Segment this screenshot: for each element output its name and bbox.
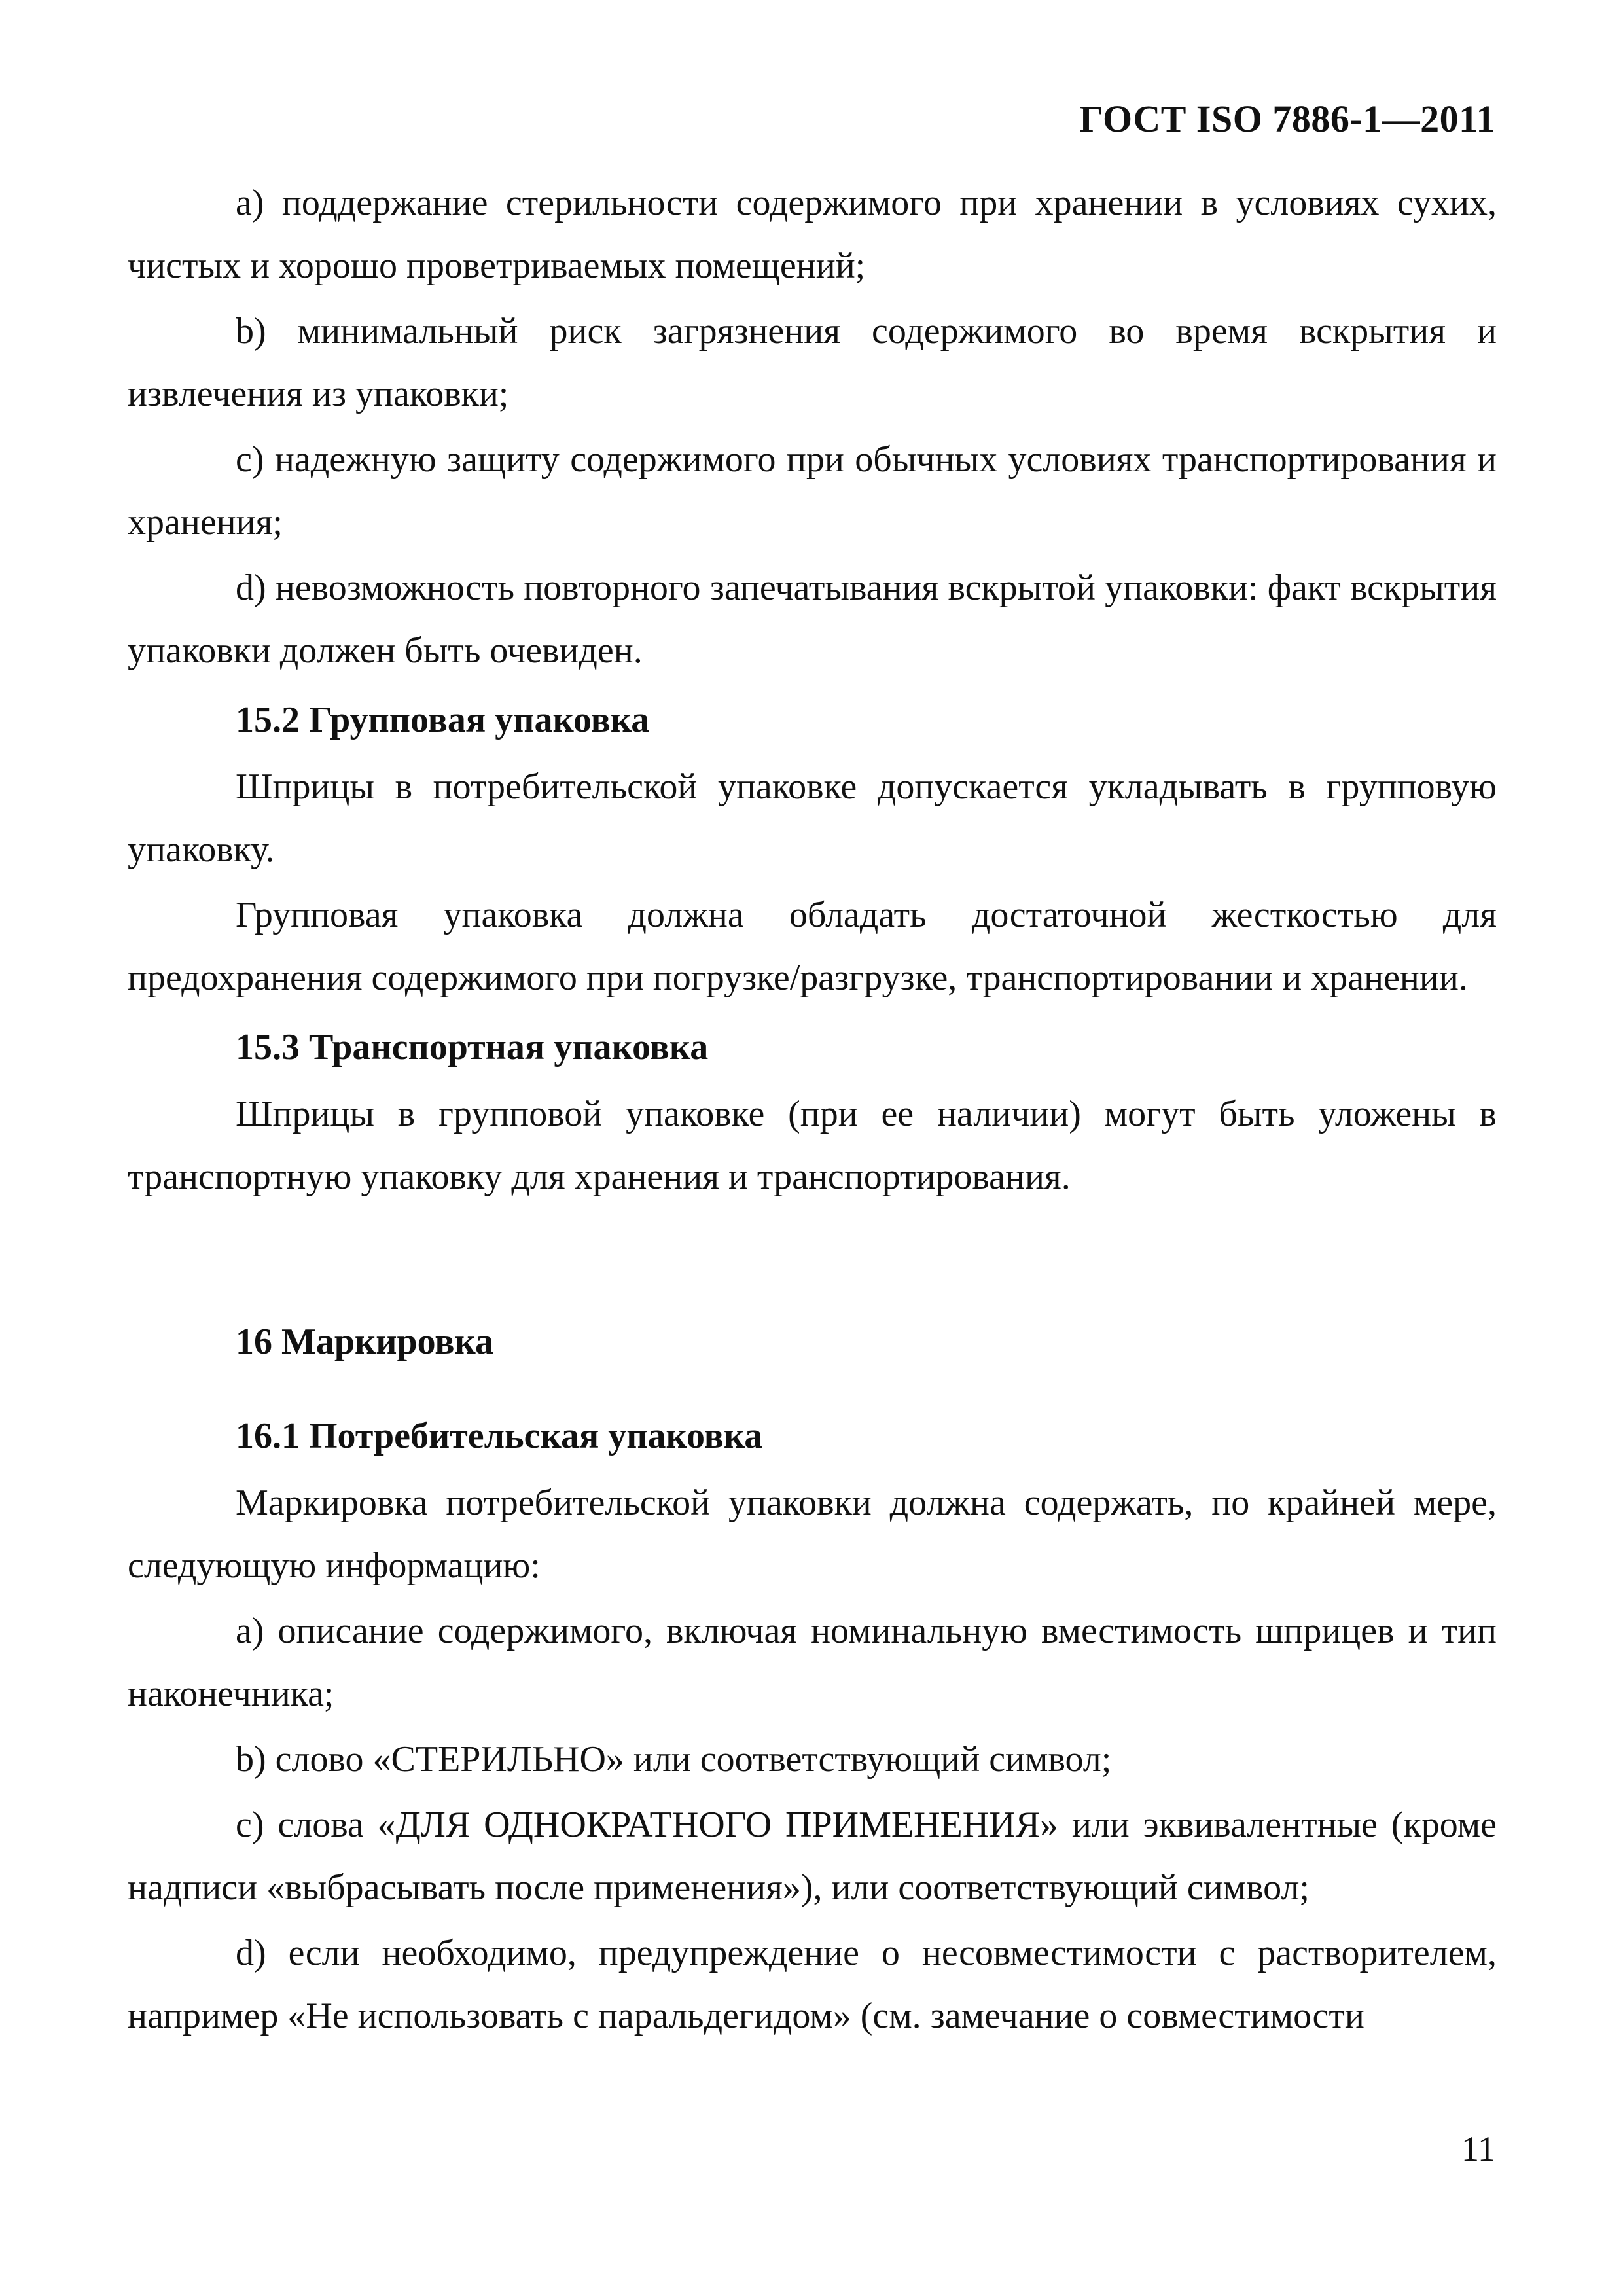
list-item-c: c) надежную защиту содержимого при обычных условиях транспортирования и хранения; <box>128 439 1497 543</box>
paragraph: Шприцы в групповой упаковке (при ее наличии) могут быть уложены в транспортную упаковку для хранения и транспортирования. <box>128 1094 1497 1197</box>
paragraph: Шприцы в потребительской упаковке допускается укладывать в групповую упаковку. <box>128 766 1497 870</box>
section-heading-15-2: 15.2 Групповая упаковка <box>236 700 650 740</box>
page-content <box>128 171 1497 2050</box>
paragraph: Маркировка потребительской упаковки должна содержать, по крайней мере, следующую информацию: <box>128 1482 1497 1586</box>
paragraph: Групповая упаковка должна обладать достаточной жесткостью для предохранения содержимого при погрузке/разгрузке, транспортировании и хранении. <box>128 895 1497 998</box>
list-item-b: b) слово «СТЕРИЛЬНО» или соответствующий символ; <box>236 1739 1112 1780</box>
list-item-b: b) минимальный риск загрязнения содержимого во время вскрытия и извлечения из упаковки; <box>128 311 1497 414</box>
section-heading-16-1: 16.1 Потребительская упаковка <box>236 1416 763 1456</box>
list-item-a: a) описание содержимого, включая номинальную вместимость шприцев и тип наконечника; <box>128 1611 1497 1714</box>
page-number: 11 <box>1461 2129 1495 2168</box>
list-item-a: a) поддержание стерильности содержимого при хранении в условиях сухих, чистых и хорошо проветриваемых помещений; <box>128 183 1497 286</box>
section-heading-15-3: 15.3 Транспортная упаковка <box>236 1027 709 1067</box>
standard-code-header: ГОСТ ISO 7886-1—2011 <box>1079 98 1495 140</box>
list-item-d: d) невозможность повторного запечатывания вскрытой упаковки: факт вскрытия упаковки должен быть очевиден. <box>128 567 1497 671</box>
section-heading-16: 16 Маркировка <box>236 1321 493 1362</box>
list-item-c: c) слова «ДЛЯ ОДНОКРАТНОГО ПРИМЕНЕНИЯ» или эквивалентные (кроме надписи «выбрасывать после применения»), или соответствующий символ; <box>128 1804 1497 1908</box>
list-item-d: d) если необходимо, предупреждение о несовместимости с растворителем, например «Не использовать с паральдегидом» (см. замечание о совместимости <box>128 1933 1497 2036</box>
